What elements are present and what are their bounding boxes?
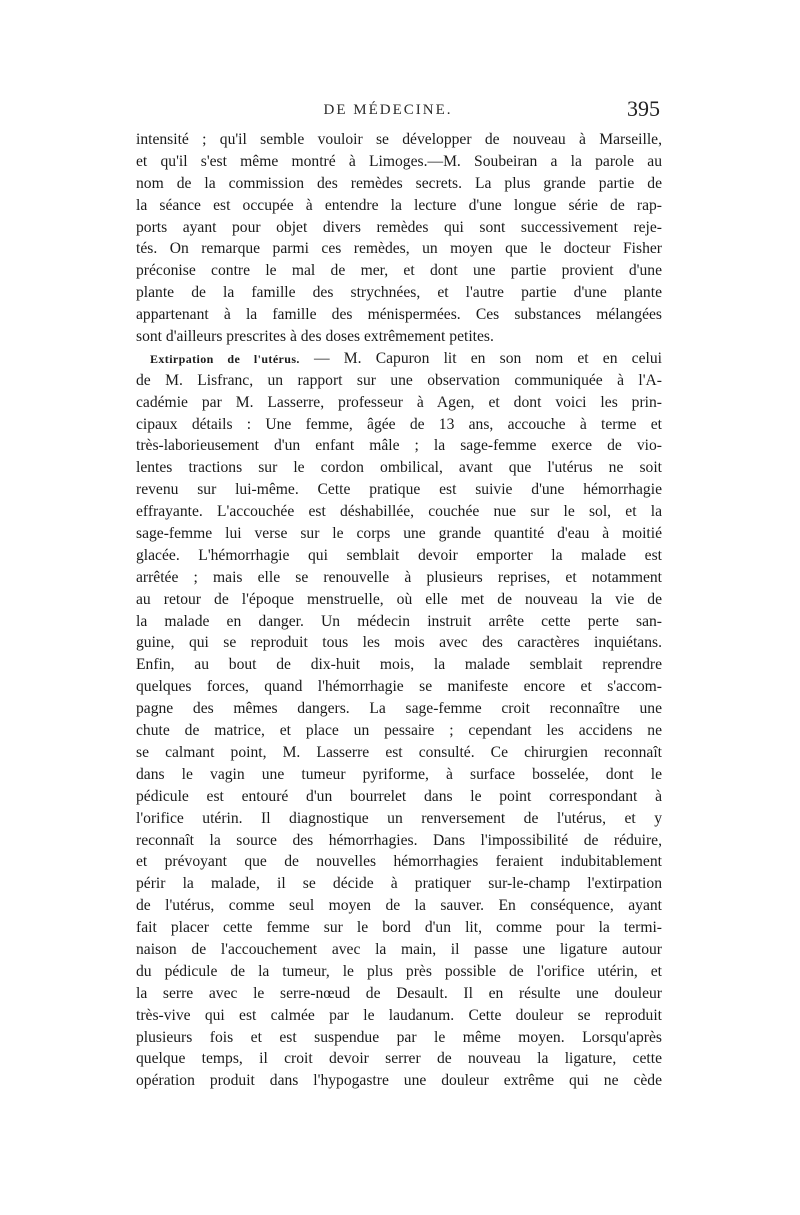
section-heading: Extirpation de l'utérus. (150, 351, 300, 366)
text-line: fait placer cette femme sur le bord d'un lit, comme pour la termi- (136, 919, 662, 937)
text-fragment: — M. Capuron lit en son nom et en celui (314, 349, 662, 367)
text-line: l'orifice utérin. Il diagnostique un renversement de l'utérus, et y (136, 809, 662, 827)
text-line: glacée. L'hémorrhagie qui semblait devoir emporter la malade est (136, 546, 662, 564)
text-line: quelques forces, quand l'hémorrhagie se manifeste encore et s'accom- (136, 678, 662, 696)
text-line: quelque temps, il croit devoir serrer de nouveau la ligature, cette (136, 1050, 662, 1068)
text-line: cipaux détails : Une femme, âgée de 13 ans, accouche à terme et (136, 415, 662, 433)
text-line: dans le vagin une tumeur pyriforme, à surface bosselée, dont le (136, 765, 662, 783)
text-line: de l'utérus, comme seul moyen de la sauver. En conséquence, ayant (136, 897, 662, 915)
body-text (136, 129, 662, 1092)
text-line: et qu'il s'est même montré à Limoges.—M. Soubeiran a la parole au (136, 152, 662, 170)
text-line: tés. On remarque parmi ces remèdes, un moyen que le docteur Fisher (136, 240, 662, 258)
section-line (136, 348, 662, 370)
running-head (118, 96, 658, 126)
text-line: pédicule est entouré d'un bourrelet dans le point correspondant à (136, 787, 662, 805)
text-line: préconise contre le mal de mer, et dont une partie provient d'une (136, 262, 662, 280)
text-line: arrêtée ; mais elle se renouvelle à plusieurs reprises, et notamment (136, 568, 662, 586)
text-line: lentes tractions sur le cordon ombilical, avant que l'utérus ne soit (136, 459, 662, 477)
text-line: très-laborieusement d'un enfant mâle ; la sage-femme exerce de vio- (136, 437, 662, 455)
text-line: naison de l'accouchement avec la main, il passe une ligature autour (136, 940, 662, 958)
running-title: DE MÉDECINE. (323, 102, 453, 118)
text-line: la malade en danger. Un médecin instruit arrête cette perte san- (136, 612, 662, 630)
text-line: guine, qui se reproduit tous les mois avec des caractères inquiétans. (136, 634, 662, 652)
text-line: sage-femme lui verse sur le corps une grande quantité d'eau à moitié (136, 525, 662, 543)
text-line: appartenant à la famille des ménispermées. Ces substances mélangées (136, 306, 662, 324)
text-line: intensité ; qu'il semble vouloir se développer de nouveau à Marseille, (136, 131, 662, 148)
text-line: de M. Lisfranc, un rapport sur une observation communiquée à l'A- (136, 371, 662, 389)
text-line: plante de la famille des strychnées, et l'autre partie d'une plante (136, 284, 662, 302)
text-line: au retour de l'époque menstruelle, où elle met de nouveau la vie de (136, 590, 662, 608)
text-line: Enfin, au bout de dix-huit mois, la malade semblait reprendre (136, 656, 662, 674)
text-line: périr la malade, il se décide à pratiquer sur-le-champ l'extirpation (136, 875, 662, 893)
text-line: effrayante. L'accouchée est déshabillée, couchée nue sur le sol, et la (136, 503, 662, 521)
text-line: la serre avec le serre-nœud de Desault. Il en résulte une douleur (136, 984, 662, 1002)
text-line: et prévoyant que de nouvelles hémorrhagies feraient indubitablement (136, 853, 662, 871)
text-line: sont d'ailleurs prescrites à des doses extrêmement petites. (136, 328, 494, 346)
text-line: reconnaît la source des hémorrhagies. Dans l'impossibilité de réduire, (136, 831, 662, 849)
text-line: du pédicule de la tumeur, le plus près possible de l'orifice utérin, et (136, 962, 662, 980)
text-line: revenu sur lui-même. Cette pratique est suivie d'une hémorrhagie (136, 481, 662, 499)
text-line: la séance est occupée à entendre la lecture d'une longue série de rap- (136, 196, 662, 214)
text-line: pagne des mêmes dangers. La sage-femme croit reconnaître une (136, 700, 662, 718)
text-line: cadémie par M. Lasserre, professeur à Agen, et dont voici les prin- (136, 393, 662, 411)
text-line: très-vive qui est calmée par le laudanum. Cette douleur se reproduit (136, 1006, 662, 1024)
text-line: se calmant point, M. Lasserre est consulté. Ce chirurgien reconnaît (136, 743, 662, 761)
text-line: plusieurs fois et est suspendue par le même moyen. Lorsqu'après (136, 1028, 662, 1046)
text-line: ports ayant pour objet divers remèdes qui sont successivement reje- (136, 218, 662, 236)
text-line: nom de la commission des remèdes secrets. La plus grande partie de (136, 174, 662, 192)
page-number: 395 (627, 96, 660, 121)
text-line: chute de matrice, et place un pessaire ; cependant les accidens ne (136, 722, 662, 740)
text-line: opération produit dans l'hypogastre une douleur extrême qui ne cède (136, 1072, 662, 1090)
